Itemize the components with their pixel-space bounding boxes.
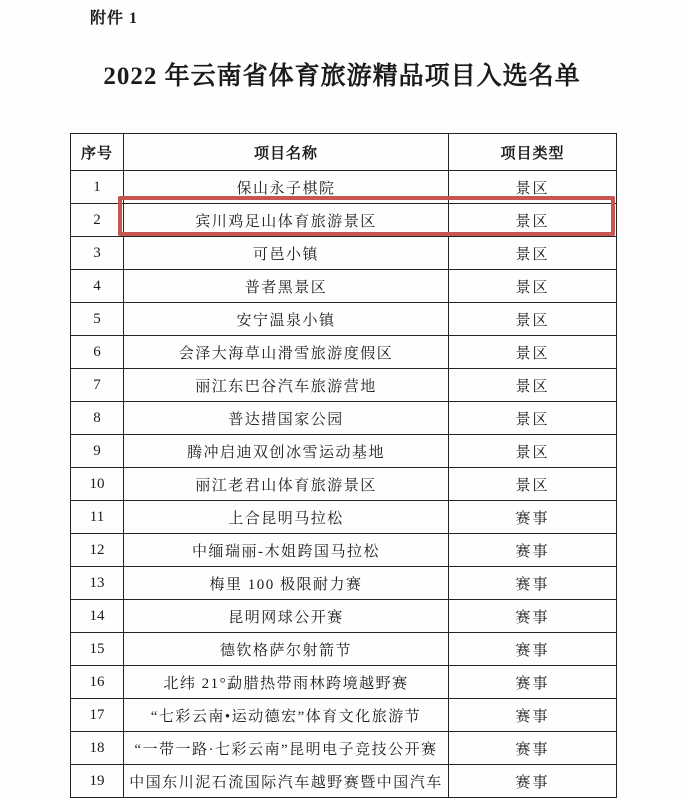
table-row [71, 402, 617, 435]
row-number: 7 [71, 369, 124, 402]
table-row [71, 534, 617, 567]
row-number: 2 [71, 204, 124, 237]
project-type: 赛事 [449, 600, 617, 633]
table-row [71, 600, 617, 633]
project-name: 普达措国家公园 [124, 402, 449, 435]
project-type: 赛事 [449, 765, 617, 798]
attachment-label: 附件 1 [90, 10, 139, 27]
project-name: 梅里 100 极限耐力赛 [124, 567, 449, 600]
project-type: 赛事 [449, 534, 617, 567]
row-number: 15 [71, 633, 124, 666]
table-row [71, 369, 617, 402]
project-name: 安宁温泉小镇 [124, 303, 449, 336]
project-name: 上合昆明马拉松 [124, 501, 449, 534]
project-name: 保山永子棋院 [124, 171, 449, 204]
row-number: 6 [71, 336, 124, 369]
table-header-row [71, 134, 617, 171]
row-number: 9 [71, 435, 124, 468]
row-number: 4 [71, 270, 124, 303]
table-row [71, 567, 617, 600]
project-name: 丽江东巴谷汽车旅游营地 [124, 369, 449, 402]
row-number: 19 [71, 765, 124, 798]
row-number: 11 [71, 501, 124, 534]
table-row [71, 435, 617, 468]
row-number: 14 [71, 600, 124, 633]
row-number: 12 [71, 534, 124, 567]
project-name: 中缅瑞丽-木姐跨国马拉松 [124, 534, 449, 567]
project-type: 景区 [449, 435, 617, 468]
column-header-index: 序号 [71, 134, 124, 171]
table-row [71, 303, 617, 336]
row-number: 5 [71, 303, 124, 336]
row-number: 1 [71, 171, 124, 204]
project-type: 景区 [449, 270, 617, 303]
project-name: 昆明网球公开赛 [124, 600, 449, 633]
row-number: 17 [71, 699, 124, 732]
table-row [71, 171, 617, 204]
table-row [71, 633, 617, 666]
project-type: 赛事 [449, 501, 617, 534]
row-number: 16 [71, 666, 124, 699]
project-type: 赛事 [449, 666, 617, 699]
project-name: 腾冲启迪双创冰雪运动基地 [124, 435, 449, 468]
row-number: 3 [71, 237, 124, 270]
project-type: 景区 [449, 336, 617, 369]
table-row [71, 666, 617, 699]
table-row [71, 732, 617, 765]
row-number: 8 [71, 402, 124, 435]
project-name: 会泽大海草山滑雪旅游度假区 [124, 336, 449, 369]
column-header-project-name: 项目名称 [124, 134, 449, 171]
project-type: 景区 [449, 171, 617, 204]
table-row [71, 765, 617, 798]
page-title: 2022 年云南省体育旅游精品项目入选名单 [103, 63, 581, 90]
row-number: 13 [71, 567, 124, 600]
project-name: 丽江老君山体育旅游景区 [124, 468, 449, 501]
project-type: 赛事 [449, 732, 617, 765]
project-type: 景区 [449, 402, 617, 435]
project-type: 赛事 [449, 567, 617, 600]
project-type: 景区 [449, 237, 617, 270]
project-type: 赛事 [449, 633, 617, 666]
table-row [71, 270, 617, 303]
project-name: “七彩云南•运动德宏”体育文化旅游节 [124, 699, 449, 732]
table-row [71, 237, 617, 270]
project-type: 景区 [449, 468, 617, 501]
project-name: 德钦格萨尔射箭节 [124, 633, 449, 666]
table-row [71, 336, 617, 369]
table-row [71, 501, 617, 534]
project-name: 可邑小镇 [124, 237, 449, 270]
row-number: 10 [71, 468, 124, 501]
project-name: 北纬 21°勐腊热带雨林跨境越野赛 [124, 666, 449, 699]
project-type: 景区 [449, 204, 617, 237]
project-type: 赛事 [449, 699, 617, 732]
table-row-highlighted [71, 204, 617, 237]
project-type: 景区 [449, 369, 617, 402]
table-row [71, 468, 617, 501]
project-name: “一带一路·七彩云南”昆明电子竞技公开赛 [124, 732, 449, 765]
table-row [71, 699, 617, 732]
project-name: 中国东川泥石流国际汽车越野赛暨中国汽车 [124, 765, 449, 798]
project-name: 普者黑景区 [124, 270, 449, 303]
projects-table [70, 133, 617, 798]
project-name: 宾川鸡足山体育旅游景区 [124, 204, 449, 237]
row-number: 18 [71, 732, 124, 765]
column-header-project-type: 项目类型 [449, 134, 617, 171]
project-type: 景区 [449, 303, 617, 336]
